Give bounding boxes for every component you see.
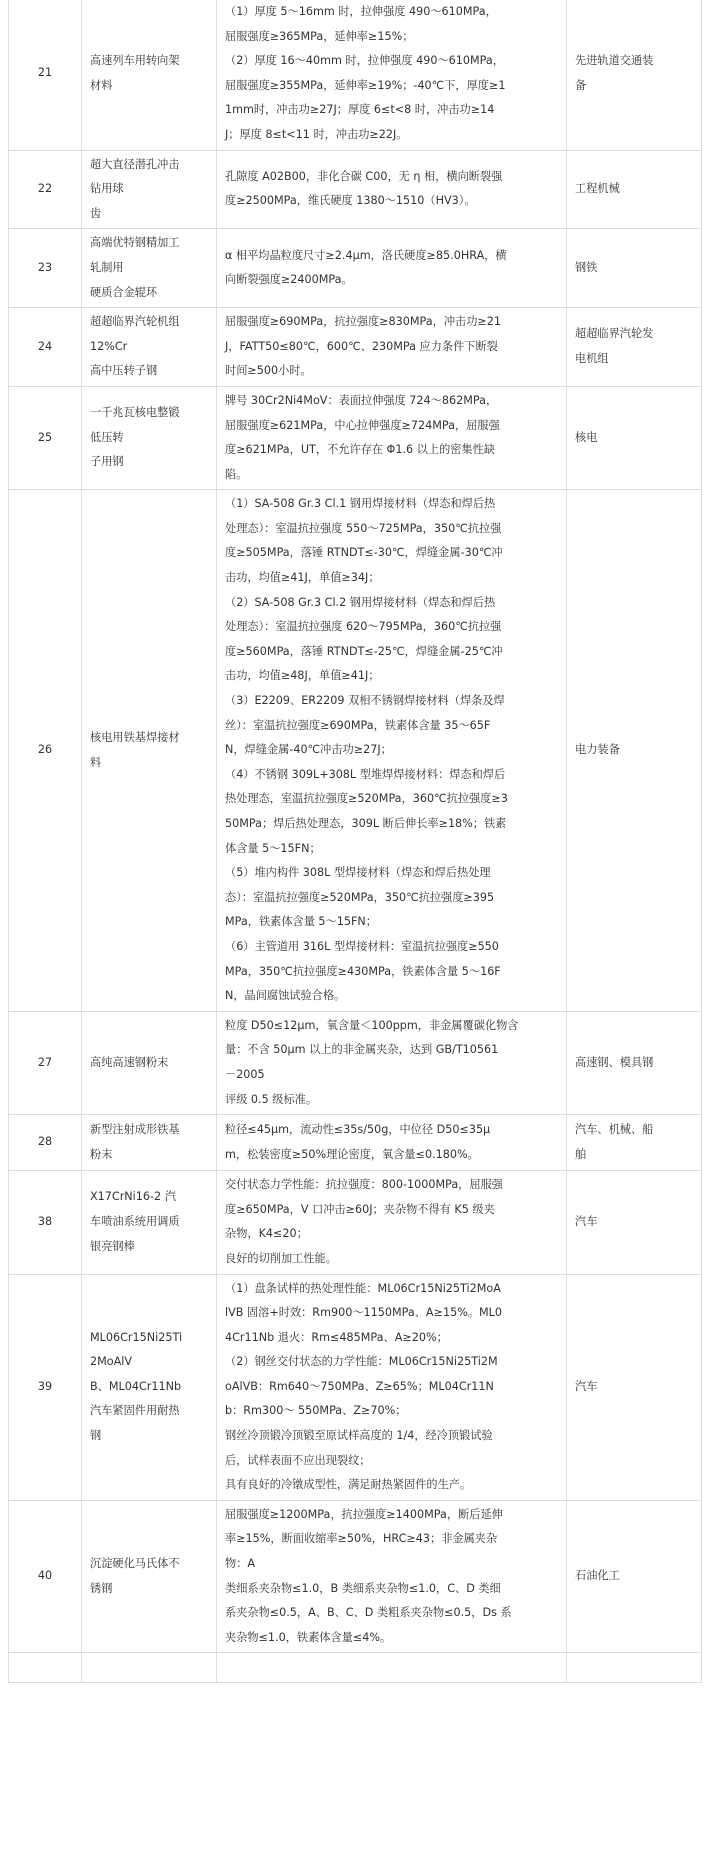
material-name-cell <box>82 386 217 489</box>
spec-line: （4）不锈钢 309L+308L 型堆焊焊接材料：焊态和焊后 <box>225 767 506 781</box>
spec-line: （1）盘条试样的热处理性能：ML06Cr15Ni25Ti2MoA <box>225 1281 501 1295</box>
application-line: 电机组 <box>575 352 609 366</box>
application-line: 舶 <box>575 1147 587 1161</box>
spec-line: J，FATT50≤80℃，600℃、230MPa 应力条件下断裂 <box>225 339 498 353</box>
material-name-line: 粉末 <box>90 1147 113 1161</box>
material-name-line: 12%Cr <box>90 339 128 353</box>
spec-line: α 相平均晶粒度尺寸≥2.4μm，洛氏硬度≥85.0HRA，横 <box>225 248 507 262</box>
spec-line: 屈服强度≥690MPa，抗拉强度≥830MPa，冲击功≥21 <box>225 315 502 329</box>
application-cell <box>567 229 702 308</box>
application-cell <box>567 1011 702 1114</box>
application-cell <box>567 150 702 229</box>
spec-line: 系夹杂物≤0.5，A、B、C、D 类粗系夹杂物≤0.5，Ds 系 <box>225 1606 512 1620</box>
material-name-line: 齿 <box>90 206 102 220</box>
material-name-line: 锈钢 <box>90 1581 113 1595</box>
spec-cell <box>217 308 567 387</box>
application-line: 核电 <box>575 430 598 444</box>
material-name-line: B、ML04Cr11Nb <box>90 1379 182 1393</box>
material-name-line: 低压转 <box>90 430 124 444</box>
spec-line: MPa，350℃抗拉强度≥430MPa，铁素体含量 5～16F <box>225 964 501 978</box>
spec-line: 牌号 30Cr2Ni4MoV：表面拉伸强度 724～862MPa， <box>225 393 498 407</box>
spec-line: MPa，铁素体含量 5～15FN； <box>225 915 377 929</box>
material-name-cell <box>82 1115 217 1171</box>
spec-line: m，松装密度≥50%理论密度，氧含量≤0.180%。 <box>225 1147 479 1161</box>
application-cell <box>567 308 702 387</box>
spec-line: （2）钢丝交付状态的力学性能：ML06Cr15Ni25Ti2M <box>225 1355 498 1369</box>
row-number: 21 <box>9 0 82 150</box>
spec-line: 交付状态力学性能：抗拉强度：800-1000MPa，屈服强 <box>225 1178 503 1192</box>
spec-line: 度≥621MPa，UT，不允许存在 Φ1.6 以上的密集性缺 <box>225 443 496 457</box>
table-row <box>9 1011 702 1114</box>
spec-cell <box>217 229 567 308</box>
spec-line: 孔隙度 A02B00，非化合碳 C00，无 η 相，横向断裂强 <box>225 169 503 183</box>
spec-line: 度≥505MPa，落锤 RTNDT≤-30℃，焊缝金属-30℃冲 <box>225 546 503 560</box>
material-name-line: 高速列车用转向架 <box>90 54 180 68</box>
application-cell <box>567 490 702 1011</box>
row-number: 38 <box>9 1171 82 1274</box>
row-number: 28 <box>9 1115 82 1171</box>
material-name-cell <box>82 229 217 308</box>
material-name-cell <box>82 308 217 387</box>
spec-line: 体含量 5～15FN； <box>225 841 321 855</box>
table-body <box>9 0 702 1683</box>
spec-line: 击功，均值≥48J，单值≥41J； <box>225 669 380 683</box>
row-number <box>9 1653 82 1683</box>
spec-line: （5）堆内构件 308L 型焊接材料（焊态和焊后热处理 <box>225 866 491 880</box>
table-row <box>9 1274 702 1500</box>
spec-line: 评级 0.5 级标准。 <box>225 1092 318 1106</box>
spec-line: 屈服强度≥355MPa，延伸率≥19%；-40℃下，厚度≥1 <box>225 78 506 92</box>
spec-line: （1）SA-508 Gr.3 Cl.1 钢用焊接材料（焊态和焊后热 <box>225 497 496 511</box>
application-cell <box>567 1171 702 1274</box>
application-line: 钢铁 <box>575 260 598 274</box>
material-name-cell <box>82 1171 217 1274</box>
application-cell <box>567 1115 702 1171</box>
material-name-line: 轧制用 <box>90 260 124 274</box>
material-name-line: 新型注射成形铁基 <box>90 1123 180 1137</box>
row-number: 26 <box>9 490 82 1011</box>
application-line: 先进轨道交通装 <box>575 54 654 68</box>
materials-spec-table <box>8 0 702 1683</box>
material-name-cell <box>82 150 217 229</box>
application-line: 汽车 <box>575 1379 598 1393</box>
spec-line: N，晶间腐蚀试验合格。 <box>225 989 346 1003</box>
material-name-cell <box>82 1011 217 1114</box>
table-row <box>9 229 702 308</box>
spec-line: 向断裂强度≥2400MPa。 <box>225 273 353 287</box>
application-cell <box>567 1500 702 1653</box>
row-number: 25 <box>9 386 82 489</box>
row-number: 39 <box>9 1274 82 1500</box>
spec-line: 度≥2500MPa，维氏硬度 1380～1510（HV3）。 <box>225 194 476 208</box>
spec-line: 后，试样表面不应出现裂纹； <box>225 1453 371 1467</box>
spec-cell <box>217 1011 567 1114</box>
spec-line: （3）E2209、ER2209 双相不锈钢焊接材料（焊条及焊 <box>225 694 505 708</box>
material-name-line: 2MoAlV <box>90 1355 133 1369</box>
spec-line: J；厚度 8≤t<11 时，冲击功≥22J。 <box>225 127 408 141</box>
spec-line: 屈服强度≥365MPa，延伸率≥15%； <box>225 29 414 43</box>
spec-line: 陷。 <box>225 467 248 481</box>
spec-line: 处理态）：室温抗拉强度 620～795MPa，360℃抗拉强 <box>225 620 502 634</box>
spec-line: 50MPa；焊后热处理态，309L 断后伸长率≥18%；铁素 <box>225 817 507 830</box>
material-name-line: 高纯高速钢粉末 <box>90 1055 169 1069</box>
spec-cell <box>217 1500 567 1653</box>
spec-line: 类细系夹杂物≤1.0，B 类细系夹杂物≤1.0，C、D 类细 <box>225 1581 501 1595</box>
spec-line: 度≥650MPa，V 口冲击≥60J；夹杂物不得有 K5 级夹 <box>225 1202 495 1216</box>
spec-line: 率≥15%，断面收缩率≥50%，HRC≥43；非金属夹杂 <box>225 1532 498 1546</box>
table-row <box>9 386 702 489</box>
spec-line: 物：A <box>225 1557 256 1571</box>
application-cell <box>567 386 702 489</box>
spec-line: 时间≥500小时。 <box>225 364 312 378</box>
spec-line: （6）主管道用 316L 型焊接材料：室温抗拉强度≥550 <box>225 939 499 953</box>
material-name-line: 核电用铁基焊接材 <box>90 730 180 744</box>
application-line: 电力装备 <box>575 743 620 757</box>
spec-cell <box>217 1115 567 1171</box>
spec-line: 度≥560MPa，落锤 RTNDT≤-25℃，焊缝金属-25℃冲 <box>225 644 503 658</box>
spec-line: 具有良好的冷镦成型性，满足耐热紧固件的生产。 <box>225 1478 472 1492</box>
material-name-line: 硬质合金辊环 <box>90 285 158 299</box>
application-line: 汽车 <box>575 1215 598 1229</box>
spec-cell <box>217 0 567 150</box>
material-name-line: 沉淀硬化马氏体不 <box>90 1557 180 1571</box>
spec-line: （1）厚度 5～16mm 时，拉伸强度 490～610MPa， <box>225 5 497 18</box>
material-name-line: 高端优特钢精加工 <box>90 236 180 250</box>
spec-line: 粒径≤45μm，流动性≤35s/50g，中位径 D50≤35μ <box>225 1123 491 1137</box>
spec-line: 良好的切削加工性能。 <box>225 1251 337 1265</box>
spec-line: 1mm时，冲击功≥27J；厚度 6≤t<8 时，冲击功≥14 <box>225 103 495 117</box>
application-line: 高速钢、模具钢 <box>575 1055 654 1069</box>
application-line: 石油化工 <box>575 1569 620 1583</box>
row-number: 23 <box>9 229 82 308</box>
spec-cell <box>217 150 567 229</box>
spec-cell <box>217 1653 567 1683</box>
spec-line: （2）SA-508 Gr.3 Cl.2 钢用焊接材料（焊态和焊后热 <box>225 595 496 609</box>
application-cell <box>567 1653 702 1683</box>
material-name-line: X17CrNi16-2 汽 <box>90 1190 176 1204</box>
row-number: 22 <box>9 150 82 229</box>
spec-cell <box>217 490 567 1011</box>
material-name-line: 钻用球 <box>90 182 124 196</box>
material-name-line: 料 <box>90 755 102 769</box>
application-cell <box>567 0 702 150</box>
application-line: 备 <box>575 78 587 92</box>
material-name-cell <box>82 0 217 150</box>
spec-line: 处理态）：室温抗拉强度 550～725MPa，350℃抗拉强 <box>225 521 502 535</box>
material-name-line: 子用钢 <box>90 455 124 469</box>
spec-line: 4Cr11Nb 退火：Rm≤485MPa、A≥20%； <box>225 1330 448 1344</box>
table-row <box>9 1171 702 1274</box>
table-row <box>9 0 702 150</box>
material-name-line: 超超临界汽轮机组 <box>90 315 180 329</box>
material-name-line: 银亮钢棒 <box>90 1239 135 1253</box>
application-line: 工程机械 <box>575 182 620 196</box>
spec-line: 态）：室温抗拉强度≥520MPa，350℃抗拉强度≥395 <box>225 890 495 904</box>
spec-line: 量：不含 50μm 以上的非金属夹杂，达到 GB/T10561 <box>225 1043 499 1057</box>
spec-line: 粒度 D50≤12μm，氧含量＜100ppm，非金属覆碳化物含 <box>225 1018 519 1032</box>
material-name-line: 车喷油系统用调质 <box>90 1215 180 1229</box>
spec-line: 屈服强度≥1200MPa，抗拉强度≥1400MPa，断后延伸 <box>225 1507 503 1521</box>
table-row <box>9 1115 702 1171</box>
material-name-line: ML06Cr15Ni25Ti <box>90 1330 183 1344</box>
material-name-cell <box>82 1274 217 1500</box>
material-name-cell <box>82 1653 217 1683</box>
spec-line: 杂物，K4≤20； <box>225 1227 308 1241</box>
material-name-cell <box>82 1500 217 1653</box>
spec-line: －2005 <box>225 1067 265 1081</box>
spec-cell <box>217 1171 567 1274</box>
spec-line: oAlVB：Rm640～750MPa、Z≥65%；ML04Cr11N <box>225 1379 494 1393</box>
application-line: 超超临界汽轮发 <box>575 327 654 341</box>
material-name-cell <box>82 490 217 1011</box>
row-number: 40 <box>9 1500 82 1653</box>
material-name-line: 材料 <box>90 78 113 92</box>
application-line: 汽车、机械、船 <box>575 1123 654 1137</box>
material-name-line: 汽车紧固件用耐热 <box>90 1404 180 1418</box>
material-name-line: 高中压转子钢 <box>90 364 158 378</box>
table-row <box>9 150 702 229</box>
material-name-line: 一千兆瓦核电整锻 <box>90 406 180 420</box>
application-cell <box>567 1274 702 1500</box>
spec-line: 屈服强度≥621MPa，中心拉伸强度≥724MPa，屈服强 <box>225 418 500 432</box>
spec-line: 夹杂物≤1.0，铁素体含量≤4%。 <box>225 1630 392 1644</box>
material-name-line: 钢 <box>90 1429 102 1443</box>
spec-line: （2）厚度 16～40mm 时，拉伸强度 490～610MPa， <box>225 54 504 68</box>
spec-line: 击功，均值≥41J，单值≥34J； <box>225 571 380 585</box>
spec-line: lVB 固溶+时效：Rm900～1150MPa、A≥15%。ML0 <box>225 1306 503 1320</box>
table-row <box>9 1500 702 1653</box>
row-number: 24 <box>9 308 82 387</box>
spec-line: N，焊缝金属-40℃冲击功≥27J； <box>225 743 392 757</box>
spec-line: 钢丝冷顶锻冷顶锻至原试样高度的 1/4，经冷顶锻试验 <box>225 1429 493 1443</box>
spec-cell <box>217 1274 567 1500</box>
spec-line: 丝）：室温抗拉强度≥690MPa，铁素体含量 35～65F <box>225 718 491 732</box>
row-number: 27 <box>9 1011 82 1114</box>
spec-line: b：Rm300～ 550MPa、Z≥70%； <box>225 1404 407 1418</box>
table-row <box>9 490 702 1011</box>
spec-line: 热处理态，室温抗拉强度≥520MPa，360℃抗拉强度≥3 <box>225 792 508 806</box>
table-row <box>9 1653 702 1683</box>
table-row <box>9 308 702 387</box>
material-name-line: 超大直径潜孔冲击 <box>90 157 180 171</box>
spec-cell <box>217 386 567 489</box>
